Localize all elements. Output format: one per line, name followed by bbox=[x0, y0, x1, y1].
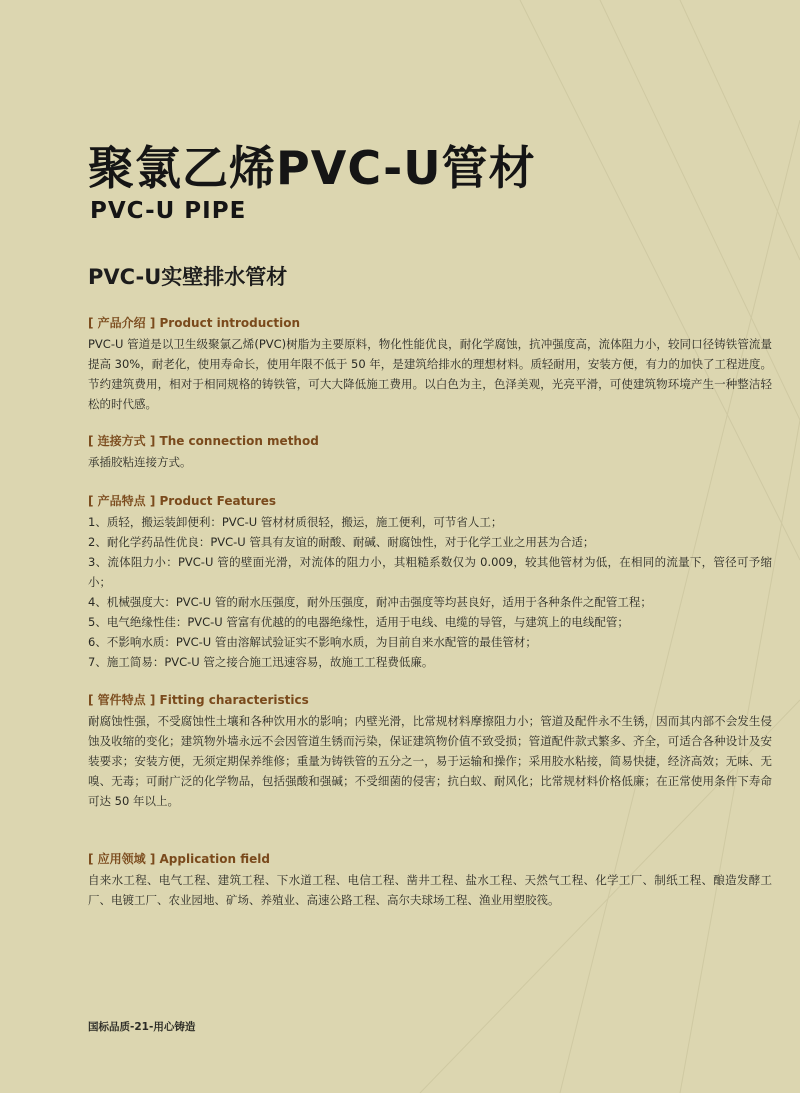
section-text: 承插胶粘连接方式。 bbox=[88, 455, 192, 469]
section-text: 自来水工程、电气工程、建筑工程、下水道工程、电信工程、凿井工程、盐水工程、天然气工程、化学工厂、制纸工程、酿造发酵工厂、电镀工厂、农业园地、矿场、养殖业、高速公路工程、高尔夫球场工程、渔业用塑胶筏。 bbox=[88, 873, 772, 907]
section-product-features bbox=[88, 492, 772, 672]
product-subtitle: PVC-U实壁排水管材 bbox=[88, 265, 288, 289]
section-connection-method bbox=[88, 432, 772, 472]
list-item: 3、流体阻力小：PVC-U 管的壁面光滑，对流体的阻力小，其粗糙系数仅为 0.009，较其他管材为低，在相同的流量下，管径可予缩小； bbox=[88, 555, 772, 589]
section-heading: [ 产品特点 ] Product Features bbox=[88, 494, 277, 508]
list-item: 5、电气绝缘性佳：PVC-U 管富有优越的的电器绝缘性，适用于电线、电缆的导管，与建筑上的电线配管； bbox=[88, 615, 629, 629]
list-item: 1、质轻，搬运装卸便利：PVC-U 管材材质很轻，搬运，施工便利，可节省人工； bbox=[88, 515, 503, 529]
page-title: 聚氯乙烯PVC-U管材 bbox=[88, 141, 536, 195]
section-text: 耐腐蚀性强，不受腐蚀性土壤和各种饮用水的影响；内壁光滑，比常规材料摩擦阻力小；管道及配件永不生锈，因而其内部不会发生侵蚀及收缩的变化；建筑物外墙永远不会因管道生锈而污染，保证建筑物价值不致受损；管道配件款式繁多、齐全，可适合各种设计及安装要求；安装方便，无须定期保养维修；重量为铸铁管的五分之一，易于运输和操作；采用胶水粘接，简易快捷，经济高效；无味、无嗅、无毒；可耐广泛的化学物品，包括强酸和强碱；不受细菌的侵害；抗白蚁、耐风化；比常规材料价格低廉；在正常使用条件下寿命可达 50 年以上。 bbox=[88, 714, 772, 808]
list-item: 4、机械强度大：PVC-U 管的耐水压强度，耐外压强度，耐冲击强度等均甚良好，适用于各种条件之配管工程； bbox=[88, 595, 652, 609]
page-footer: 国标品质-21-用心铸造 bbox=[88, 1021, 196, 1033]
features-list bbox=[88, 512, 772, 672]
list-item: 7、施工简易：PVC-U 管之接合施工迅速容易，故施工工程费低廉。 bbox=[88, 655, 434, 669]
list-item: 2、耐化学药品性优良：PVC-U 管具有友谊的耐酸、耐碱、耐腐蚀性，对于化学工业之用甚为合适； bbox=[88, 535, 595, 549]
section-heading: [ 产品介绍 ] Product introduction bbox=[88, 316, 301, 330]
section-heading: [ 管件特点 ] Fitting characteristics bbox=[88, 693, 309, 707]
section-text: PVC-U 管道是以卫生级聚氯乙烯(PVC)树脂为主要原料，物化性能优良，耐化学腐蚀，抗冲强度高，流体阻力小，较同口径铸铁管流量提高 30%，耐老化，使用寿命长，使用年限不低于 50 年，是建筑给排水的理想材料。质轻耐用，安装方便，有力的加快了工程进度。节约建筑费用，相对于相同规格的铸铁管，可大大降低施工费用。以白色为主，色泽美观，光亮平滑，可使建筑物环境产生一种整洁轻松的时代感。 bbox=[88, 337, 772, 411]
section-heading: [ 连接方式 ] The connection method bbox=[88, 434, 319, 448]
section-fitting-characteristics bbox=[88, 691, 772, 811]
list-item: 6、不影响水质：PVC-U 管由溶解试验证实不影响水质，为目前自来水配管的最佳管材； bbox=[88, 635, 537, 649]
section-product-introduction bbox=[88, 314, 772, 414]
page-title-english: PVC-U PIPE bbox=[90, 198, 247, 224]
section-application-field bbox=[88, 850, 772, 910]
section-heading: [ 应用领域 ] Application field bbox=[88, 852, 270, 866]
